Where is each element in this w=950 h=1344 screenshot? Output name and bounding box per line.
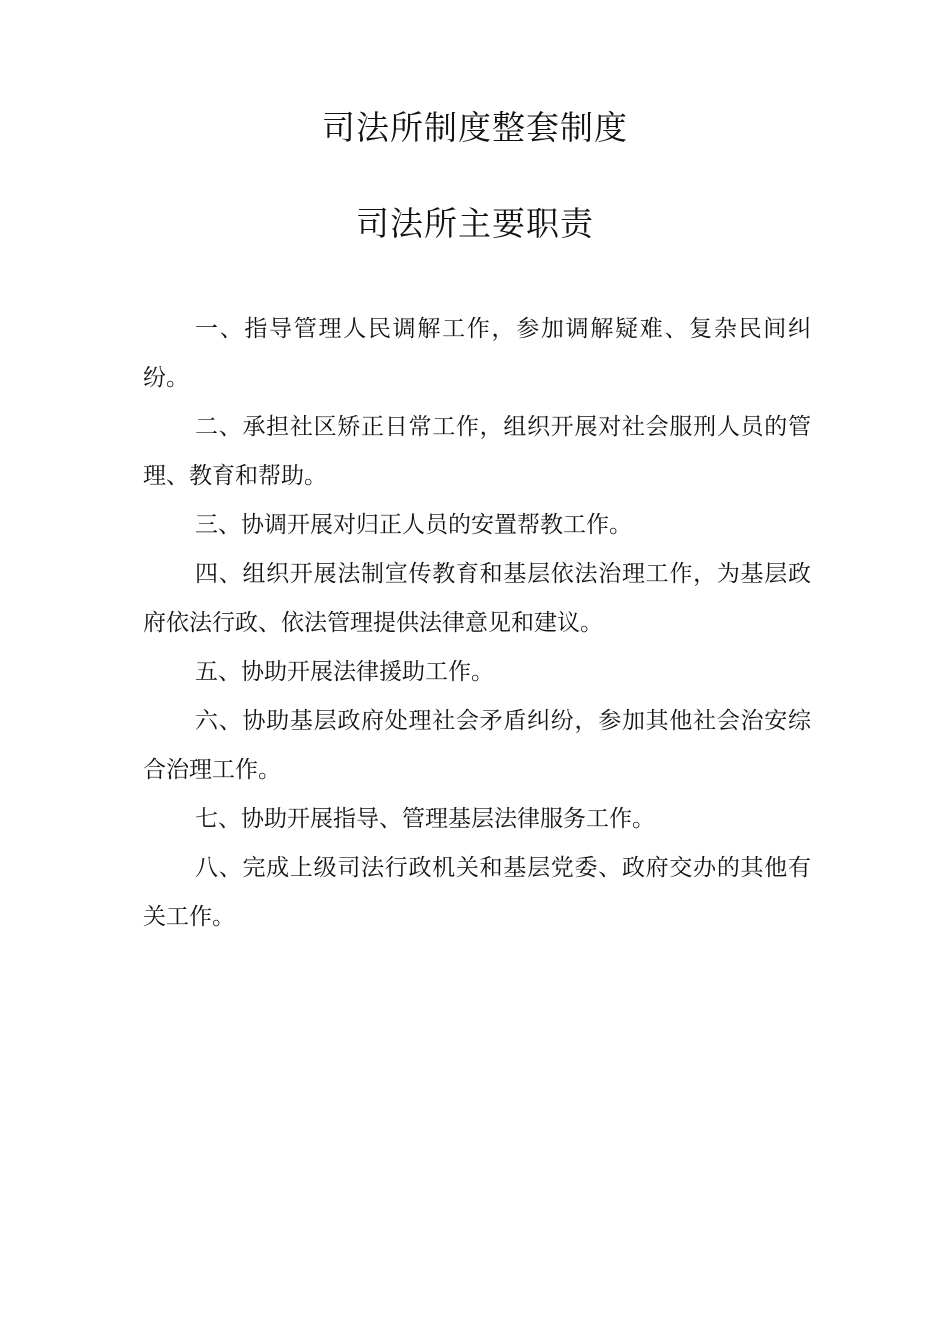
paragraph-2: 二、承担社区矫正日常工作，组织开展对社会服刑人员的管理、教育和帮助。 [143,414,811,489]
document-title: 司法所制度整套制度 [322,108,628,147]
paragraph-4: 四、组织开展法制宣传教育和基层依法治理工作，为基层政府依法行政、依法管理提供法律意见和建议。 [143,561,811,636]
document-body [143,305,811,942]
paragraph-3: 三、协调开展对归正人员的安置帮教工作。 [195,512,632,538]
paragraph-5: 五、协助开展法律援助工作。 [195,659,494,685]
paragraph-8: 八、完成上级司法行政机关和基层党委、政府交办的其他有关工作。 [143,855,811,930]
document-subtitle: 司法所主要职责 [356,204,594,243]
paragraph-1: 一、指导管理人民调解工作，参加调解疑难、复杂民间纠纷。 [143,316,811,391]
paragraph-7: 七、协助开展指导、管理基层法律服务工作。 [195,806,655,832]
paragraph-6: 六、协助基层政府处理社会矛盾纠纷，参加其他社会治安综合治理工作。 [143,708,811,783]
